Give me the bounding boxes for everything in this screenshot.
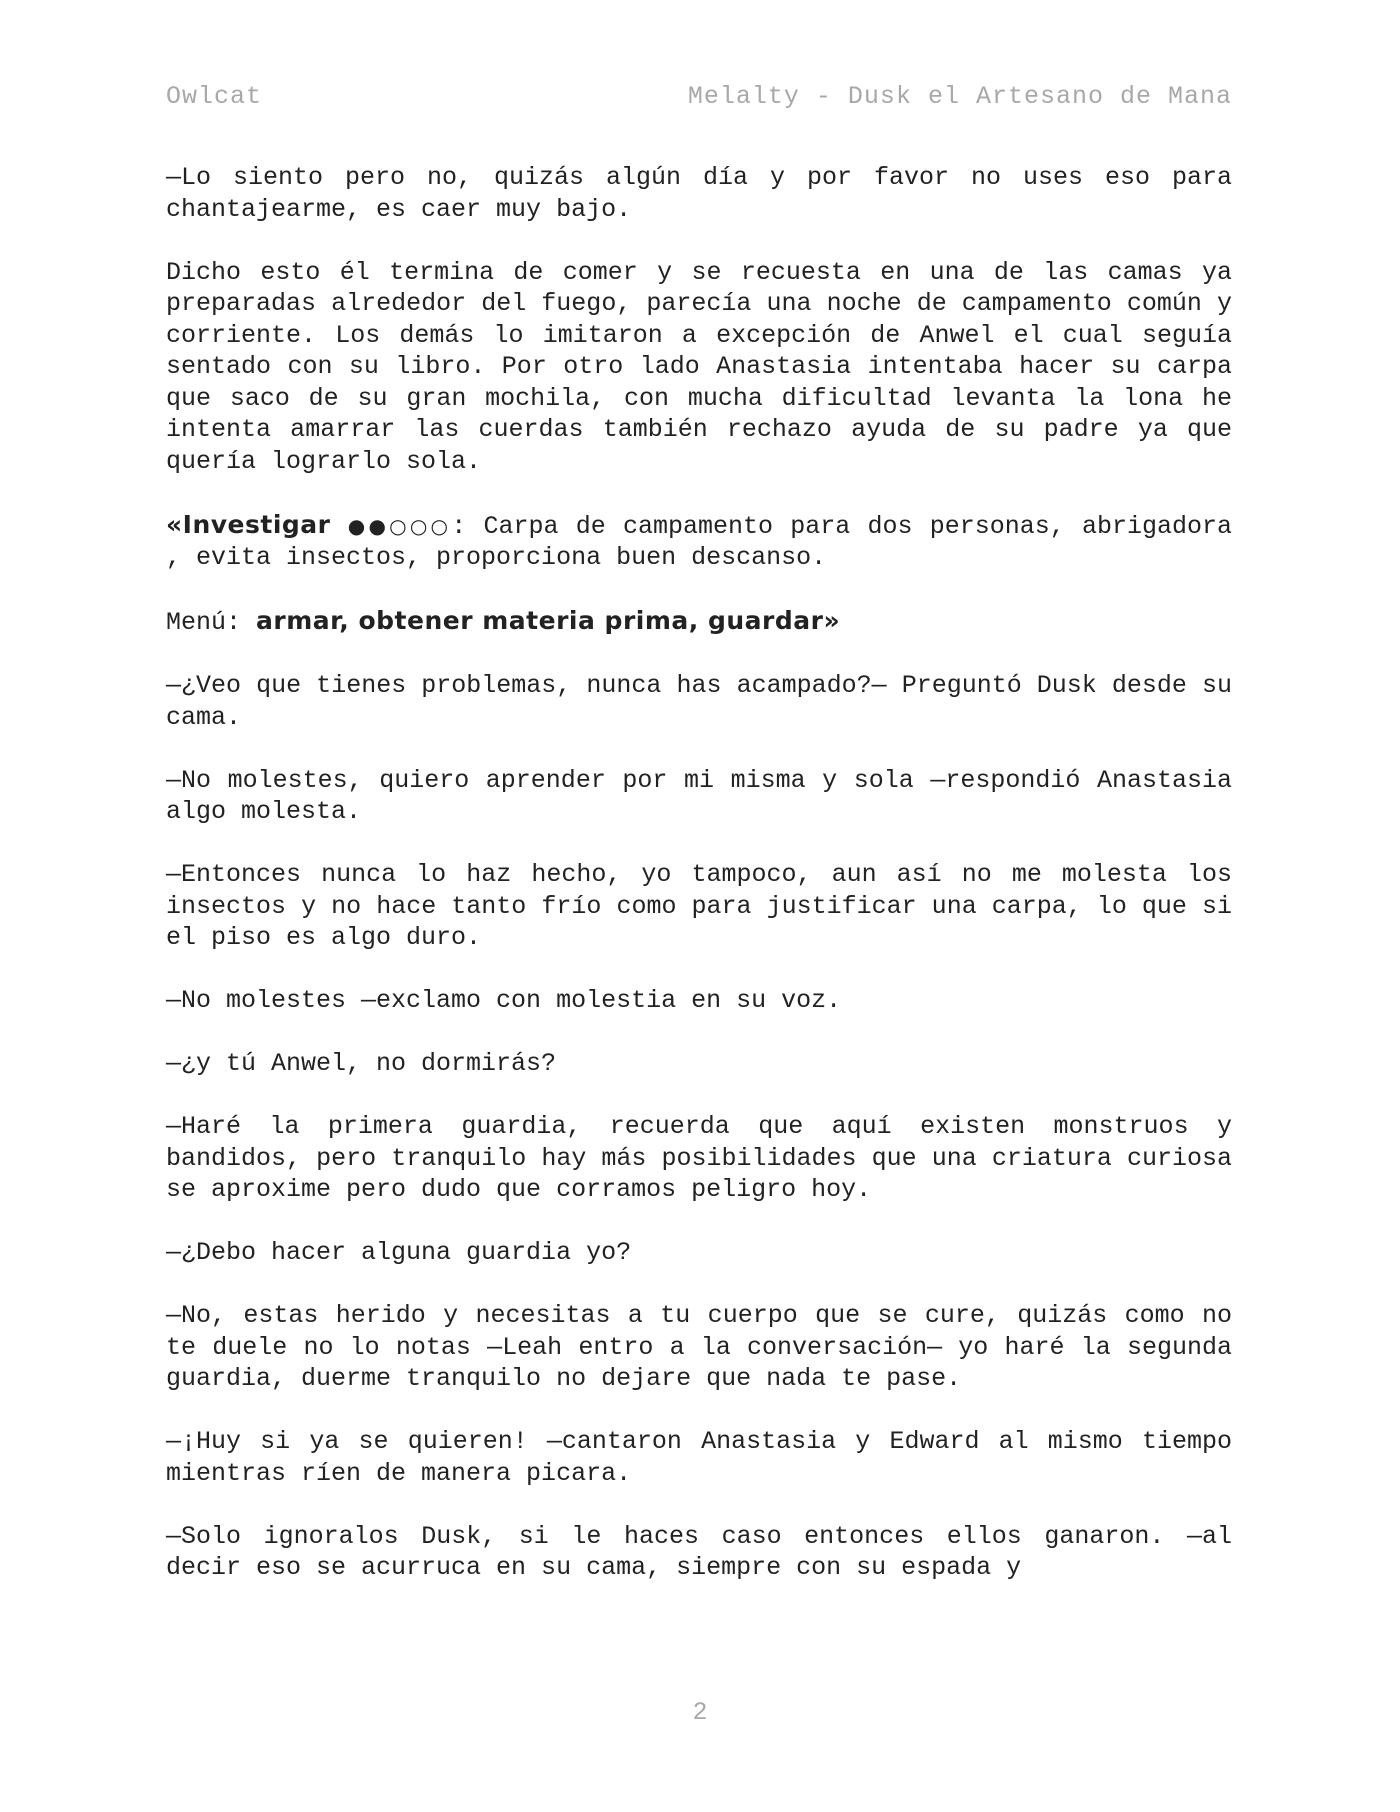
paragraph: Dicho esto él termina de comer y se recuesta en una de las camas ya preparadas alrededor del fuego, parecía una noche de campamento común y corriente. Los demás lo imitaron a excepción de Anwel el cual seguía sentado con su libro. Por otro lado Anastasia intentaba hacer su carpa que saco de su gran mochila, con mucha dificultad levanta la lona he intenta amarrar las cuerdas también rechazo ayuda de su padre ya que quería lograrlo sola. <box>166 257 1232 476</box>
investigate-open-quote: « <box>166 509 183 539</box>
investigate-rating-dots: ●●○○○ <box>347 513 452 538</box>
paragraph: —Lo siento pero no, quizás algún día y por favor no uses eso para chantajearme, es caer muy bajo. <box>166 163 1232 224</box>
paragraph: —No molestes —exclamo con molestia en su voz. <box>166 986 842 1015</box>
paragraph: —Haré la primera guardia, recuerda que aquí existen monstruos y bandidos, pero tranquilo hay más posibilidades que una criatura curiosa se aproxime pero dudo que corramos peligro hoy. <box>166 1112 1232 1204</box>
paragraph: —¿Debo hacer alguna guardia yo? <box>166 1238 632 1267</box>
page-body <box>166 162 1232 1584</box>
menu-options: armar, obtener materia prima, guardar <box>256 606 824 635</box>
header-author: Owlcat <box>166 82 263 111</box>
paragraph: —Entonces nunca lo haz hecho, yo tampoco, aun así no me molesta los insectos y no hace tanto frío como para justificar una carpa, lo que si el piso es algo duro. <box>166 860 1232 952</box>
paragraph: —¿y tú Anwel, no dormirás? <box>166 1049 557 1078</box>
investigate-label: Investigar <box>182 509 331 539</box>
header-title: Melalty - Dusk el Artesano de Mana <box>687 82 1232 111</box>
paragraph: —¿Veo que tienes problemas, nunca has acampado?— Preguntó Dusk desde su cama. <box>166 671 1232 732</box>
paragraph: —No molestes, quiero aprender por mi misma y sola —respondió Anastasia algo molesta. <box>166 765 1232 826</box>
investigate-paragraph <box>166 509 1232 574</box>
investigate-text: : Carpa de campamento para dos personas, abrigadora , evita insectos, proporciona buen descanso. <box>166 511 1233 572</box>
page-header <box>166 82 1232 111</box>
page-number: 2 <box>692 1698 708 1727</box>
menu-paragraph <box>166 605 1232 639</box>
menu-label: Menú: <box>166 608 257 637</box>
paragraph: —No, estas herido y necesitas a tu cuerpo que se cure, quizás como no te duele no lo notas —Leah entro a la conversación— yo haré la segunda guardia, duerme tranquilo no dejare que nada te pase. <box>166 1301 1232 1393</box>
menu-close-quote: » <box>823 606 841 635</box>
paragraph: —¡Huy si ya se quieren! —cantaron Anastasia y Edward al mismo tiempo mientras ríen de manera picara. <box>166 1427 1232 1488</box>
paragraph: —Solo ignoralos Dusk, si le haces caso entonces ellos ganaron. —al decir eso se acurruca en su cama, siempre con su espada y <box>166 1521 1232 1582</box>
